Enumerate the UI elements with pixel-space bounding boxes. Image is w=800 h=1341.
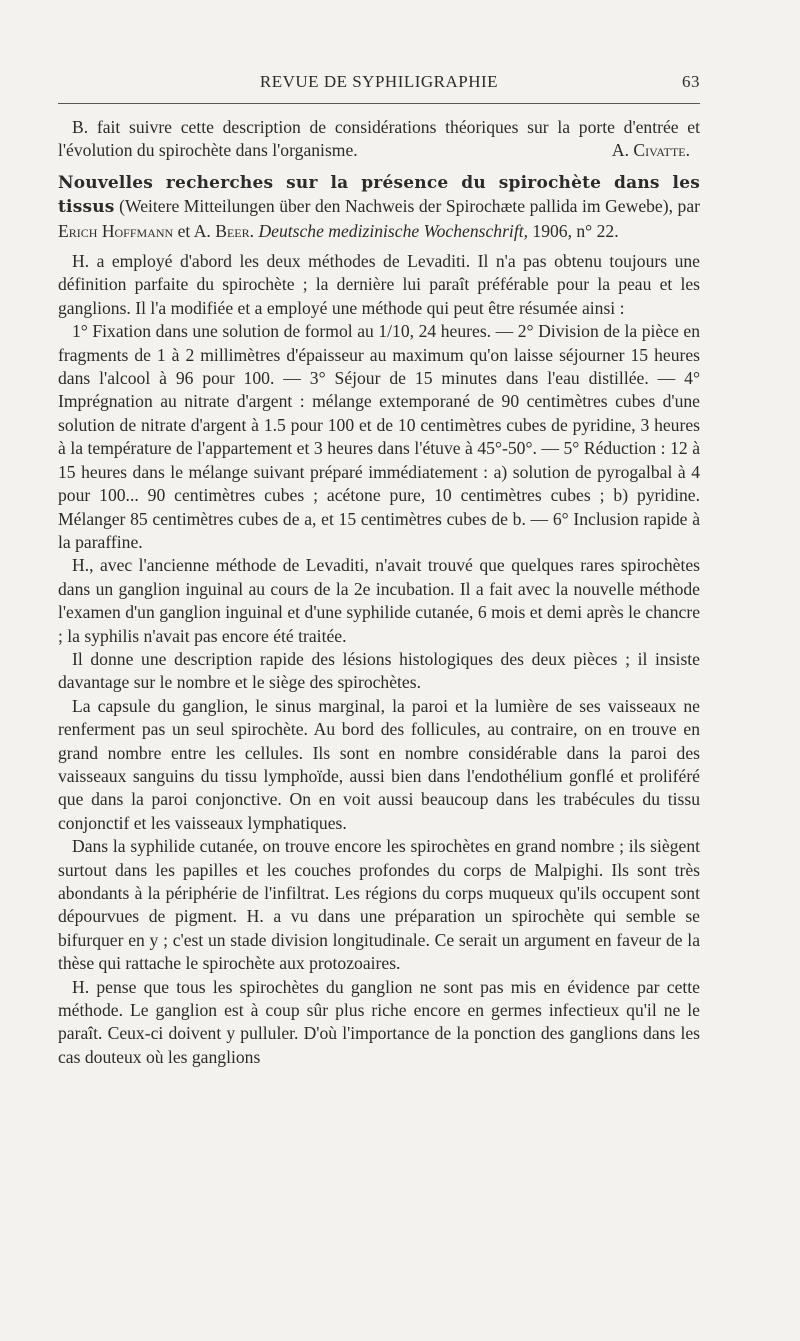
journal-title: REVUE DE SYPHILIGRAPHIE bbox=[259, 72, 499, 91]
article-body bbox=[58, 116, 700, 1069]
intro-paragraph bbox=[58, 116, 700, 163]
journal-reference: 1906, n° 22. bbox=[528, 220, 619, 241]
author-2: Beer bbox=[215, 220, 250, 241]
paragraph: H. a employé d'abord les deux méthodes de Levaditi. Il n'a pas obtenu toujours une définition parfaite du spirochète ; la dernière lui paraît préférable pour la peau et les ganglions. Il l'a modifiée et a employé une méthode qui peut être résumée ainsi : bbox=[58, 251, 700, 318]
running-header bbox=[58, 72, 700, 96]
author-conjunction: et A. bbox=[173, 220, 216, 241]
author-1: Erich Hoffmann bbox=[58, 220, 174, 241]
article-title: Nouvelles recherches sur la présence du spirochète dans les tissus bbox=[58, 172, 700, 218]
article-subtitle: (Weitere Mitteilungen über den Nachweis der Spirochæte pallida im Gewebe), par bbox=[114, 196, 700, 217]
intro-text: B. fait suivre cette description de considérations théoriques sur la porte d'entrée et l'évolution du spirochète dans l'organisme. bbox=[58, 117, 700, 161]
signature: A. Civatte. bbox=[611, 140, 690, 161]
paragraph: 1° Fixation dans une solution de formol au 1/10, 24 heures. — 2° Division de la pièce en fragments de 1 à 2 millimètres d'épaisseur au maximum qu'on laisse séjourner 15 heures dans l'alcool à 96 pour 100. — 3° Séjour de 15 minutes dans l'eau distillée. — 4° Imprégnation au nitrate d'argent : mélange extemporané de 90 centimètres cubes d'une solution de nitrate d'argent à 1.5 pour 100 et de 10 centimètres cubes de pyridine, 3 heures à la température de l'appartement et 3 heures dans l'étuve à 45°-50°. — 5° Réduction : 12 à 15 heures dans le mélange suivant préparé immédiatement : a) solution de pyrogalbal à 4 pour 100... 90 centimètres cubes ; acétone pure, 10 centimètres cubes ; b) pyridine. Mélanger 85 centimètres cubes de a, et 15 centimètres cubes de b. — 6° Inclusion rapide à la paraffine. bbox=[58, 321, 700, 552]
article-heading bbox=[58, 171, 700, 243]
paragraph: H., avec l'ancienne méthode de Levaditi, n'avait trouvé que quelques rares spirochètes dans un ganglion inguinal au cours de la 2e incubation. Il a fait avec la nouvelle méthode l'examen d'un ganglion inguinal et d'une syphilide cutanée, 6 mois et demi après le chancre ; la syphilis n'avait pas encore été traitée. bbox=[58, 555, 700, 646]
journal-name: Deutsche medizinische Wochenschrift, bbox=[258, 220, 528, 241]
header-rule bbox=[58, 103, 700, 104]
paragraph: Il donne une description rapide des lésions histologiques des deux pièces ; il insiste davantage sur le nombre et le siège des spirochètes. bbox=[58, 648, 700, 693]
paragraph: La capsule du ganglion, le sinus marginal, la paroi et la lumière de ses vaisseaux ne renferment pas un seul spirochète. Au bord des follicules, au contraire, on en trouve en grand nombre entre les cellules. Ils sont en nombre considérable dans la paroi des vaisseaux sanguins du tissu lymphoïde, aussi bien dans l'endothélium gonflé et proliféré que dans la paroi conjonctive. On en voit aussi beaucoup dans les trabécules du tissu conjonctif et les vaisseaux lymphatiques. bbox=[58, 695, 700, 833]
citation-separator: . bbox=[249, 220, 259, 241]
paragraph: H. pense que tous les spirochètes du ganglion ne sont pas mis en évidence par cette méthode. Le ganglion est à coup sûr plus riche encore en germes infectieux qu'il ne le paraît. Ceux-ci doivent y pulluler. D'où l'importance de la ponction des ganglions dans les cas douteux où les ganglions bbox=[58, 976, 700, 1067]
paragraph: Dans la syphilide cutanée, on trouve encore les spirochètes en grand nombre ; ils siègent surtout dans les papilles et les couches profondes du corps de Malpighi. Ils sont très abondants à la périphérie de l'infiltrat. Les régions du corps muqueux qu'ils occupent sont dépourvues de pigment. H. a vu dans une préparation un spirochète qui semble se bifurquer en y ; c'est un stade division longitudinale. Ce serait un argument en faveur de la thèse qui rattache le spirochète aux protozoaires. bbox=[58, 836, 700, 974]
page-number: 63 bbox=[682, 72, 700, 91]
